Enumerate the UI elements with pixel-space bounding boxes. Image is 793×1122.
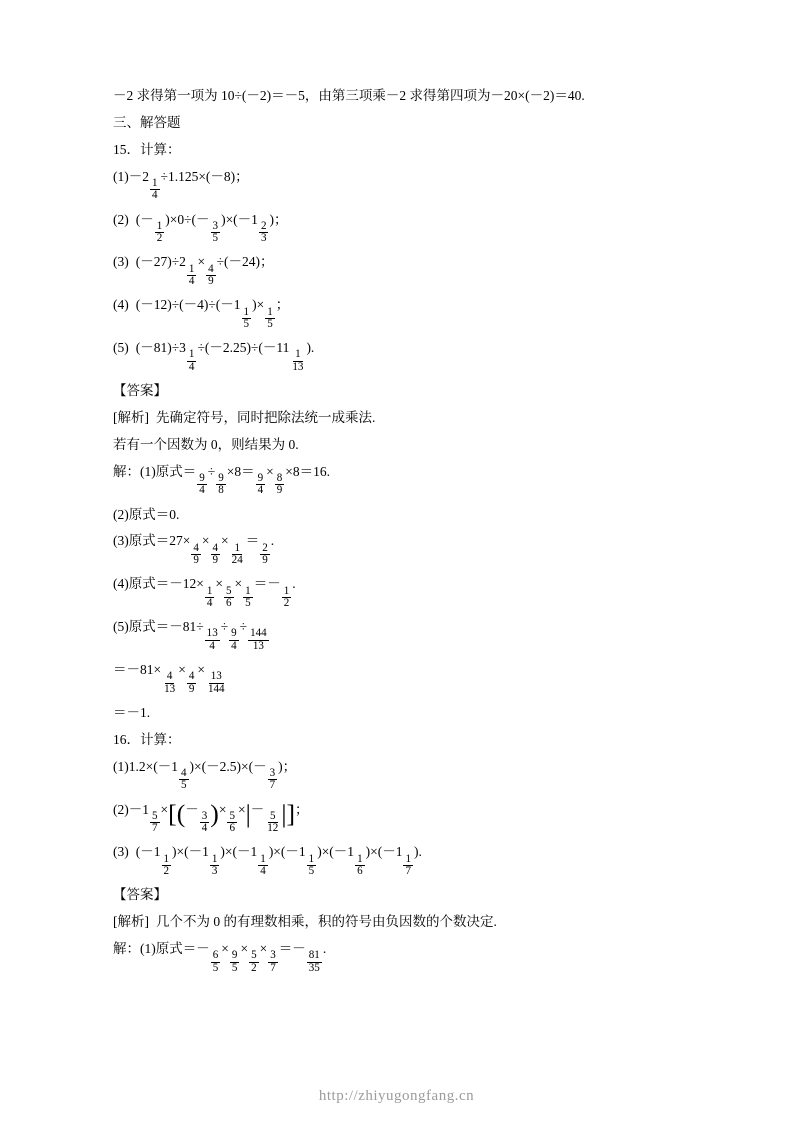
fraction: $\frac{9}{8}$ <box>218 471 224 497</box>
fraction: $\frac{13}{4}$ <box>206 627 218 652</box>
solution-15-3: (3)原式＝27× $\frac{4}{9}$ × $\frac{4}{9}$ × $\frac{1}{24}$ ＝ $\frac{2}{9}$ . <box>113 533 275 566</box>
left-bracket: [ <box>168 799 177 829</box>
fraction: $\frac{5}{6}$ <box>229 809 235 835</box>
fraction: $\frac{6}{5}$ <box>212 949 219 974</box>
fraction: $\frac{9}{4}$ <box>257 471 264 497</box>
fraction: $\frac{2}{9}$ <box>262 541 268 566</box>
analysis-15-note <box>113 437 683 454</box>
analysis-text: 先确定符号，同时把除法统一成乘法. <box>156 409 376 425</box>
fraction: $\frac{9}{4}$ <box>231 627 237 652</box>
fraction: $\frac{1}{5}$ <box>243 305 250 330</box>
fraction: $\frac{1}{4}$ <box>260 852 266 877</box>
answer-tag-16 <box>113 887 683 904</box>
fraction: $\frac{1}{4}$ <box>188 348 195 373</box>
fraction: $\frac{1}{5}$ <box>245 584 251 609</box>
fraction: $\frac{4}{5}$ <box>180 766 187 792</box>
solution-prefix: 解： <box>113 463 140 479</box>
answer-tag-text: 【答案】 <box>113 887 167 903</box>
watermark: http://zhiyugongfang.cn <box>318 1088 475 1104</box>
section-heading-text: 三、解答题 <box>113 114 181 130</box>
fraction: $\frac{1}{3}$ <box>211 852 218 877</box>
analysis-tag: [解析] <box>113 409 149 425</box>
right-bracket: ] <box>286 799 295 829</box>
answer-tag-15 <box>113 383 683 400</box>
solution-15-4: (4)原式＝－12× $\frac{1}{4}$ × $\frac{5}{6}$ × $\frac{1}{5}$ ＝－ $\frac{1}{2}$ . <box>113 576 296 609</box>
fraction: $\frac{13}{144}$ <box>207 670 225 695</box>
solution-15-5-cont: ＝－81× $\frac{4}{13}$ × $\frac{4}{9}$ × $\frac{13}{144}$ <box>113 662 225 695</box>
text-run: －2 求得第一项为 10÷(－2)＝－5，由第三项乘－2 求得第四项为－20×(－2)＝40. <box>113 88 585 103</box>
fraction: $\frac{1}{7}$ <box>405 852 411 877</box>
fraction: $\frac{1}{6}$ <box>357 852 363 877</box>
abs-bar-left: | <box>245 799 251 829</box>
fraction: $\frac{2}{3}$ <box>260 219 267 245</box>
fraction: $\frac{1}{4}$ <box>206 584 213 609</box>
solution-15-1: 解：(1)原式＝ $\frac{9}{4}$ ÷ $\frac{9}{8}$ ×8＝ $\frac{9}{4}$ × $\frac{8}{9}$ ×8＝16. <box>113 463 331 497</box>
solution-15-5-result <box>113 705 683 722</box>
solution-15-5-result-text: ＝－1. <box>113 704 151 720</box>
right-paren: ) <box>210 799 219 829</box>
analysis-text: 几个不为 0 的有理数相乘，积的符号由负因数的个数决定. <box>156 914 497 930</box>
fraction: $\frac{1}{2}$ <box>283 584 290 609</box>
fraction: $\frac{1}{5}$ <box>267 305 273 330</box>
fraction: $\frac{5}{6}$ <box>226 584 232 609</box>
fraction: $\frac{1}{2}$ <box>163 852 170 877</box>
question-16-item-2: (2)－1 $\frac{5}{7}$ ×[(－ $\frac{3}{4}$ )× $\frac{5}{6}$ ×|－ $\frac{5}{12}$ |]； <box>113 799 309 835</box>
solution-15-2 <box>113 507 683 524</box>
fraction: $\frac{9}{5}$ <box>231 949 238 974</box>
fraction: $\frac{9}{4}$ <box>199 471 205 497</box>
fraction: $\frac{8}{9}$ <box>276 471 283 497</box>
fraction: $\frac{4}{9}$ <box>212 541 219 566</box>
question-15-item-4: (4) (－12)÷(－4)÷(－1 $\frac{1}{5}$ )× $\frac{1}{5}$ ； <box>113 297 290 330</box>
solution-15-5: (5)原式＝－81÷ $\frac{13}{4}$ ÷ $\frac{9}{4}$ ÷ $\frac{144}{13}$ <box>113 619 267 652</box>
fraction: $\frac{1}{4}$ <box>188 262 195 287</box>
fraction: $\frac{4}{9}$ <box>188 670 195 695</box>
analysis-15 <box>113 410 683 427</box>
fraction: $\frac{81}{35}$ <box>308 949 320 974</box>
fraction: $\frac{3}{7}$ <box>269 766 276 792</box>
answer-tag-text: 【答案】 <box>113 383 167 398</box>
question-15-item-2: (2) (－ $\frac{1}{2}$ )×0÷(－ $\frac{3}{5}$ )×(－1 $\frac{2}{3}$ )； <box>113 211 288 245</box>
fraction: $\frac{3}{5}$ <box>212 219 219 245</box>
solution-16-1: 解：(1)原式＝－ $\frac{6}{5}$ × $\frac{9}{5}$ × $\frac{5}{2}$ × $\frac{3}{7}$ ＝－ $\frac{81}{35}$ . <box>113 941 327 974</box>
question-16-item-3: (3) (－1 $\frac{1}{2}$ )×(－1 $\frac{1}{3}$ )×(－1 $\frac{1}{4}$ )×(－1 $\frac{1}{5}$ )×(－1 $\frac{1}{6}$ )×(－1 $\frac{1}{7}$ ). <box>113 844 422 877</box>
question-16-heading <box>113 732 683 749</box>
fraction: $\frac{3}{7}$ <box>270 949 276 974</box>
analysis-note-text: 若有一个因数为 0，则结果为 0. <box>113 436 299 452</box>
left-paren: ( <box>176 799 186 829</box>
fraction: $\frac{4}{9}$ <box>208 262 214 287</box>
question-16-item-1: (1)1.2×(－1 $\frac{4}{5}$ )×(－2.5)×(－ $\frac{3}{7}$ )； <box>113 758 297 792</box>
fraction: $\frac{5}{2}$ <box>251 949 257 974</box>
fraction: $\frac{144}{13}$ <box>250 627 267 652</box>
analysis-16 <box>113 914 683 931</box>
question-15-item-1: (1)－2 $\frac{1}{4}$ ÷1.125×(－8)； <box>113 168 249 202</box>
fraction: $\frac{5}{7}$ <box>152 809 158 835</box>
question-15-item-3: (3) (－27)÷2 $\frac{1}{4}$ × $\frac{4}{9}$ ÷(－24)； <box>113 254 274 287</box>
abs-bar-right: | <box>281 799 287 829</box>
fraction: $\frac{4}{9}$ <box>193 541 199 566</box>
fraction: $\frac{1}{13}$ <box>292 348 304 373</box>
fraction: $\frac{1}{24}$ <box>231 541 243 566</box>
fraction: $\frac{3}{4}$ <box>201 809 208 835</box>
solution-prefix: 解： <box>113 941 140 956</box>
fraction: $\frac{1}{5}$ <box>308 852 315 877</box>
question-15-item-5: (5) (－81)÷3 $\frac{1}{4}$ ÷(－2.25)÷(－11 $\frac{1}{13}$ ). <box>113 340 315 373</box>
fraction: $\frac{1}{4}$ <box>152 176 158 202</box>
document-body <box>113 88 683 984</box>
solution-15-2-text: (2)原式＝0. <box>113 506 180 522</box>
question-15-heading <box>113 142 683 159</box>
fraction: $\frac{4}{13}$ <box>164 670 176 695</box>
paragraph-continuation <box>113 88 683 105</box>
fraction: $\frac{5}{12}$ <box>267 809 279 835</box>
question-15-label: 15．计算： <box>113 141 181 157</box>
analysis-tag: [解析] <box>113 914 149 930</box>
question-16-label: 16．计算： <box>113 731 181 747</box>
fraction: $\frac{1}{2}$ <box>156 219 163 245</box>
section-heading <box>113 115 683 132</box>
